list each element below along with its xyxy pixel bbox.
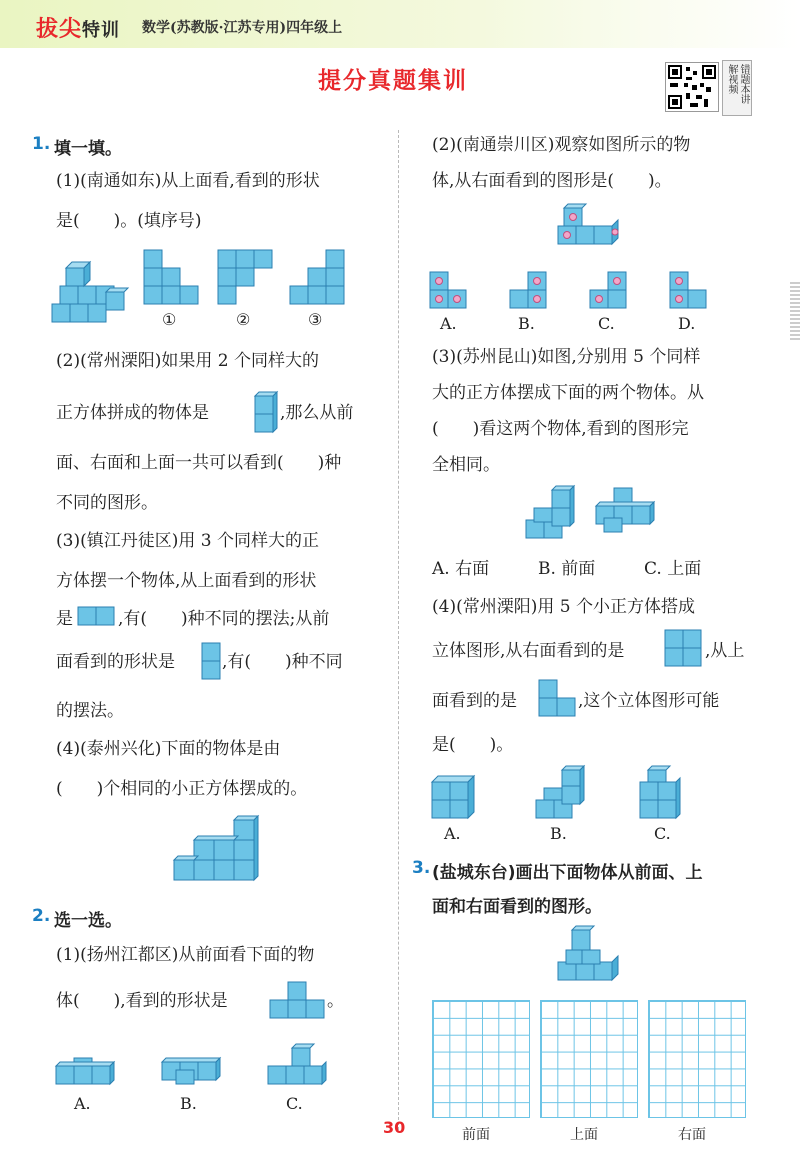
column-divider xyxy=(398,130,399,1130)
q2-p1-option-c-figure xyxy=(268,1036,332,1088)
q2-p4-top-view-shape xyxy=(538,680,578,718)
q2-p3-line2: 大的正方体摆成下面的两个物体。从 xyxy=(432,383,704,403)
brand-logo: 拔尖特训 xyxy=(36,17,121,42)
q1-p4-line1: (4)(泰州兴化)下面的物体是由 xyxy=(56,739,281,759)
page-number: 30 xyxy=(383,1118,406,1137)
q1-p3-line3b: ,有( )种不同的摆法;从前 xyxy=(118,609,330,629)
q1-p2-two-cube-figure xyxy=(255,390,279,432)
q1-p2-line3: 面、右面和上面一共可以看到( )种 xyxy=(56,453,342,473)
q1-p3-line5: 的摆法。 xyxy=(56,701,124,721)
q2-p4-line3b: ,这个立体图形可能 xyxy=(578,691,720,711)
q2-p3-line1: (3)(苏州昆山)如图,分别用 5 个同样 xyxy=(432,347,701,367)
q2-p3-line3: ( )看这两个物体,看到的图形完 xyxy=(432,419,689,439)
q2-p1-option-b-label: B. xyxy=(180,1094,197,1113)
q2-p4-option-a-figure xyxy=(432,772,482,820)
q1-p1-option-2-shape xyxy=(218,250,274,304)
q2-p4-line1: (4)(常州溧阳)用 5 个小正方体搭成 xyxy=(432,597,695,617)
q3-front-label: 前面 xyxy=(462,1127,490,1143)
qr-label: 错题本讲解视频 xyxy=(722,60,752,116)
q2-p4-option-c-label: C. xyxy=(654,824,671,843)
q1-p3-line4b: ,有( )种不同 xyxy=(222,652,343,672)
q3-top-label: 上面 xyxy=(570,1127,598,1143)
q2-p2-line1: (2)(南通崇川区)观察如图所示的物 xyxy=(432,135,691,155)
q1-p1-option-1-shape xyxy=(144,250,200,304)
q1-p1-option-2-label: ② xyxy=(236,310,251,329)
q2-p2-line2: 体,从右面看到的图形是( )。 xyxy=(432,171,672,191)
book-title: 数学(苏教版·江苏专用)四年级上 xyxy=(142,20,343,36)
q1-p2-line2a: 正方体拼成的物体是 xyxy=(56,403,209,423)
q2-p2-option-b-shape xyxy=(510,272,550,310)
q2-p3-option-b: B. 前面 xyxy=(538,559,596,579)
q3-top-grid[interactable] xyxy=(540,1000,638,1118)
q1-p4-stair-figure xyxy=(174,814,264,884)
q2-p3-option-c: C. 上面 xyxy=(644,559,702,579)
q2-p4-option-b-label: B. xyxy=(550,824,567,843)
q2-p1-front-shape xyxy=(270,982,326,1020)
q2-p1-line1: (1)(扬州江都区)从前面看下面的物 xyxy=(56,945,315,965)
q2-p1-option-c-label: C. xyxy=(286,1094,303,1113)
q1-p3-line1: (3)(镇江丹徒区)用 3 个同样大的正 xyxy=(56,531,319,551)
q1-p3-line4a: 面看到的形状是 xyxy=(56,652,175,672)
qr-code-icon[interactable] xyxy=(665,62,719,112)
q3-right-grid[interactable] xyxy=(648,1000,746,1118)
q1-p1-option-3-label: ③ xyxy=(308,310,323,329)
q2-p4-option-c-figure xyxy=(640,766,690,820)
q1-p2-line2b: ,那么从前 xyxy=(280,403,354,423)
q3-front-grid[interactable] xyxy=(432,1000,530,1118)
q3-object-figure xyxy=(558,924,628,984)
q1-p1-line1: (1)(南通如东)从上面看,看到的形状 xyxy=(56,171,320,191)
q2-p4-option-a-label: A. xyxy=(444,824,461,843)
q2-heading: 选一选。 xyxy=(54,911,122,931)
q2-p1-option-a-figure xyxy=(56,1052,120,1088)
q1-heading: 填一填。 xyxy=(54,139,122,159)
q2-p4-line2a: 立体图形,从右面看到的是 xyxy=(432,641,625,661)
q1-p1-line2: 是( )。(填序号) xyxy=(56,211,202,231)
q2-p2-option-a-shape xyxy=(430,272,470,310)
q2-p3-object-2 xyxy=(596,486,658,542)
q2-p1-line2a: 体( ),看到的形状是 xyxy=(56,991,228,1011)
q2-number: 2. xyxy=(32,906,51,926)
q2-p4-line3a: 面看到的是 xyxy=(432,691,517,711)
q2-p4-line2b: ,从上 xyxy=(705,641,745,661)
q2-p1-line2b: 。 xyxy=(327,991,344,1011)
q2-p2-option-d-label: D. xyxy=(678,314,696,333)
q2-p2-option-c-label: C. xyxy=(598,314,615,333)
q3-right-label: 右面 xyxy=(678,1127,706,1143)
q3-heading-line1: (盐城东台)画出下面物体从前面、上 xyxy=(432,863,703,883)
q3-number: 3. xyxy=(412,858,431,878)
q1-p4-line2: ( )个相同的小正方体摆成的。 xyxy=(56,779,308,799)
q2-p1-option-b-figure xyxy=(162,1052,226,1088)
q2-p2-option-d-shape xyxy=(670,272,710,310)
q2-p4-right-view-shape xyxy=(664,630,704,668)
q1-p1-3d-figure xyxy=(52,252,132,328)
q1-p3-front-shape xyxy=(201,643,221,681)
q1-p3-line2: 方体摆一个物体,从上面看到的形状 xyxy=(56,571,317,591)
q2-p1-option-a-label: A. xyxy=(74,1094,91,1113)
q2-p4-line4: 是( )。 xyxy=(432,735,514,755)
q1-p2-line1: (2)(常州溧阳)如果用 2 个同样大的 xyxy=(56,351,319,371)
q3-heading-line2: 面和右面看到的图形。 xyxy=(432,897,602,917)
page-edge-marks xyxy=(790,280,800,340)
q2-p2-dotted-figure xyxy=(558,200,628,252)
q2-p4-option-b-figure xyxy=(536,766,590,820)
q2-p3-line4: 全相同。 xyxy=(432,455,500,475)
q1-number: 1. xyxy=(32,134,51,154)
q1-p1-option-1-label: ① xyxy=(162,310,177,329)
q2-p2-option-c-shape xyxy=(590,272,630,310)
q1-p1-option-3-shape xyxy=(290,250,346,304)
q1-p2-line4: 不同的图形。 xyxy=(56,493,158,513)
section-title: 提分真题集训 xyxy=(318,68,468,94)
q2-p2-option-a-label: A. xyxy=(440,314,457,333)
q2-p2-option-b-label: B. xyxy=(518,314,535,333)
q2-p3-option-a: A. 右面 xyxy=(432,559,490,579)
q1-p3-top-shape xyxy=(78,606,118,626)
q2-p3-object-1 xyxy=(526,486,582,542)
q1-p3-line3a: 是 xyxy=(56,609,73,629)
